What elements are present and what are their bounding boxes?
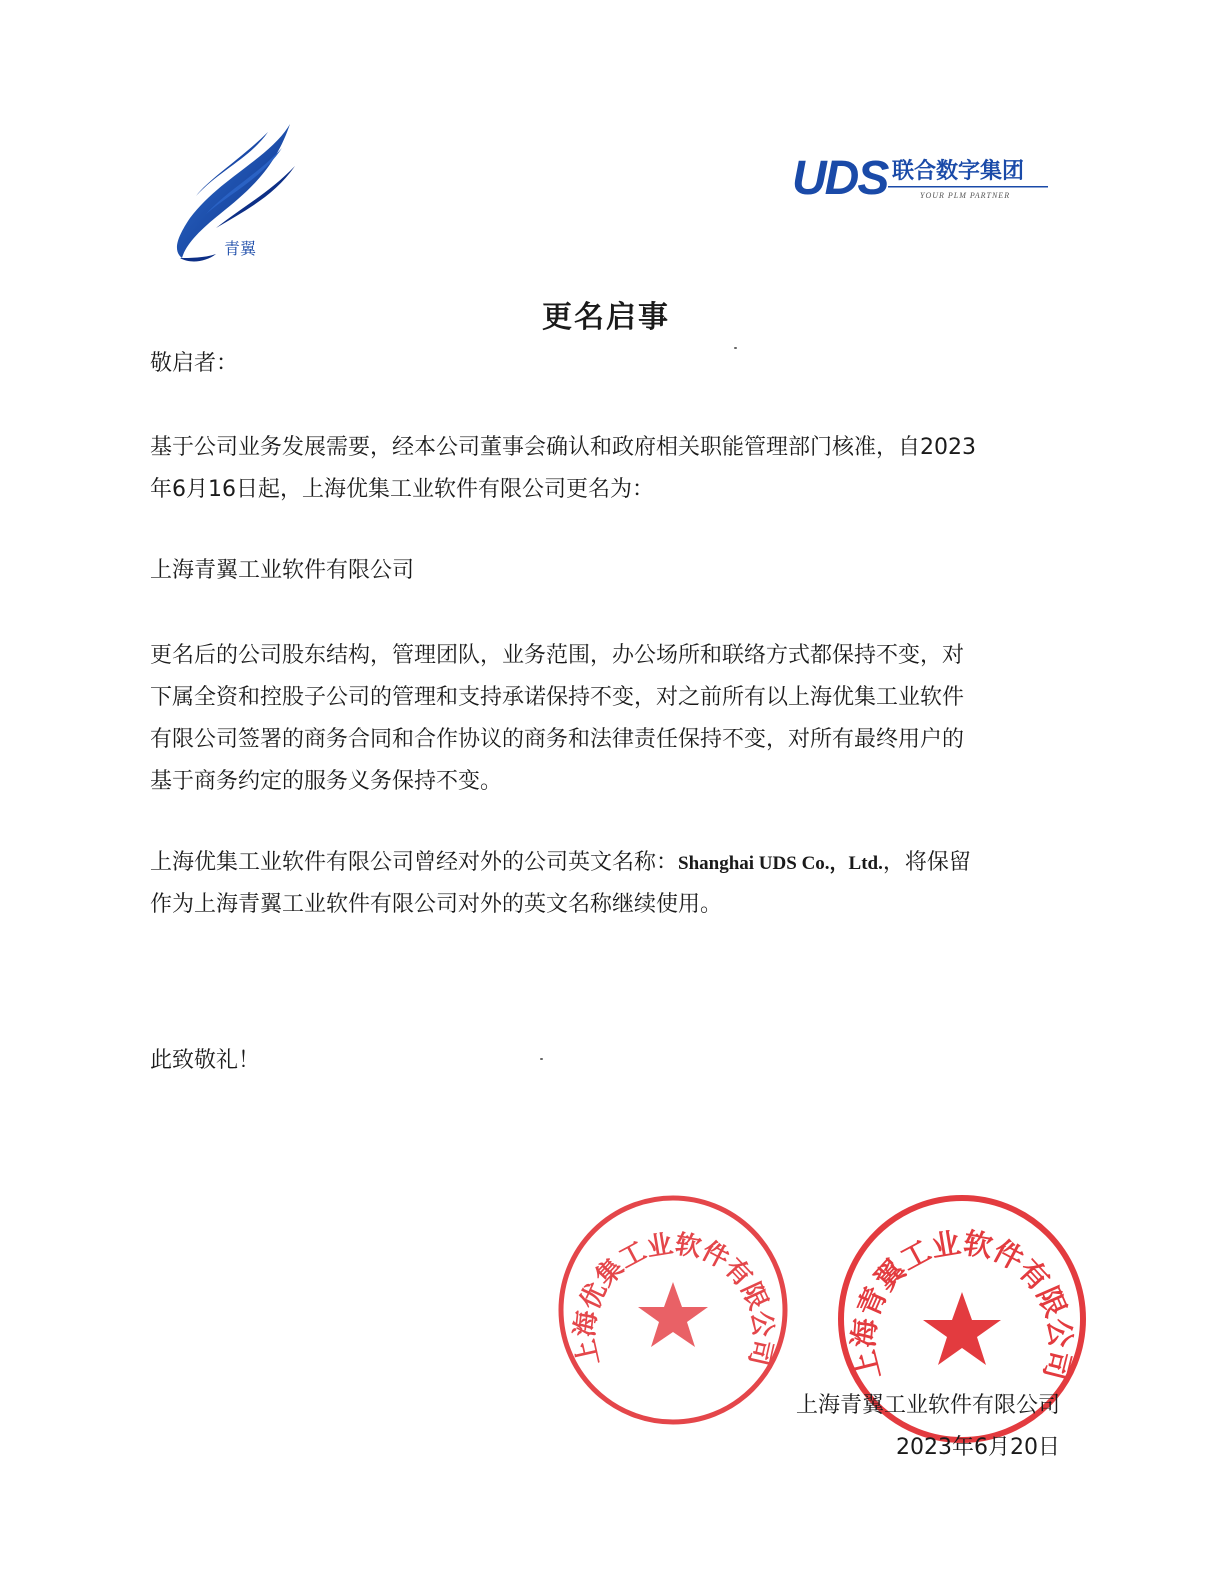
left-logo-text: 青翼: [224, 239, 257, 258]
uds-mark: UDS: [792, 152, 888, 205]
salutation: 敬启者：: [150, 351, 239, 376]
paragraph-2-line-2: 下属全资和控股子公司的管理和支持承诺保持不变，对之前所有以上海优集工业软件: [150, 685, 965, 710]
paragraph-1-line-2: 年6月16日起，上海优集工业软件有限公司更名为：: [150, 477, 654, 502]
paragraph-2-line-4: 基于商务约定的服务义务保持不变。: [150, 769, 503, 794]
english-company-name: Shanghai UDS Co.，Ltd.: [678, 853, 883, 874]
signature-date: 2023年6月20日: [896, 1435, 1060, 1460]
paragraph-3-text-b: ，将保留: [882, 850, 971, 875]
paragraph-2-line-3: 有限公司签署的商务合同和合作协议的商务和法律责任保持不变，对所有最终用户的: [150, 727, 965, 752]
paragraph-2-line-1: 更名后的公司股东结构，管理团队，业务范围，办公场所和联络方式都保持不变，对: [150, 643, 965, 668]
closing: 此致敬礼！: [150, 1048, 261, 1073]
uds-brand-text: 联合数字集团: [892, 159, 1025, 184]
qingyi-wing-logo: [150, 118, 300, 268]
signature-company: 上海青翼工业软件有限公司: [795, 1393, 1060, 1418]
new-company-name: 上海青翼工业软件有限公司: [150, 558, 415, 583]
old-seal-text: 上海优集工业软件有限公司: [570, 1229, 778, 1369]
scan-speck: [540, 1058, 543, 1060]
new-seal-text: 上海青翼工业软件有限公司: [846, 1225, 1078, 1384]
document-title: 更名启事: [542, 300, 670, 335]
paragraph-3-text-a: 上海优集工业软件有限公司曾经对外的公司英文名称：: [150, 850, 679, 875]
uds-tagline: YOUR PLM PARTNER: [920, 191, 1011, 200]
old-company-seal: [555, 1192, 791, 1428]
uds-logo: [790, 148, 1060, 208]
paragraph-3-line-2: 作为上海青翼工业软件有限公司对外的英文名称继续使用。: [150, 892, 723, 917]
paragraph-1-line-1: 基于公司业务发展需要，经本公司董事会确认和政府相关职能管理部门核准，自2023: [150, 435, 976, 460]
paragraph-3-line-1: [150, 842, 1060, 885]
scan-speck: [734, 347, 737, 349]
